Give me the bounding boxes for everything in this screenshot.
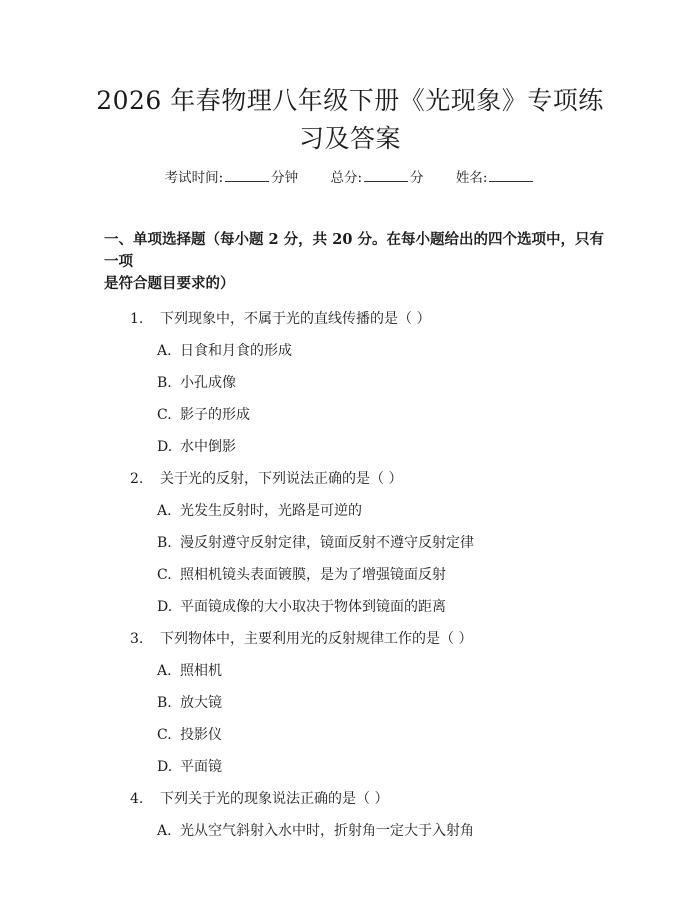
question-item: [130, 629, 600, 649]
student-name-field: [456, 168, 536, 188]
answer-option: [157, 725, 597, 745]
option-text: 平面镜: [180, 759, 222, 775]
option-letter: B.: [157, 695, 172, 711]
section-heading-line-2: 是符合题目要求的）: [104, 275, 235, 292]
answer-option: [157, 757, 597, 777]
question-item: [130, 469, 600, 489]
option-letter: B.: [157, 375, 172, 391]
question-text: 下列关于光的现象说法正确的是（ ）: [160, 791, 389, 807]
exam-time-blank: [225, 169, 269, 182]
option-letter: B.: [157, 535, 172, 551]
option-letter: A.: [157, 503, 172, 519]
answer-option: [157, 821, 597, 841]
answer-option: [157, 693, 597, 713]
option-letter: C.: [157, 567, 172, 583]
total-score-blank: [364, 169, 408, 182]
option-text: 平面镜成像的大小取决于物体到镜面的距离: [180, 599, 446, 615]
option-text: 光发生反射时，光路是可逆的: [180, 503, 362, 519]
section-heading-line-1: 一、单项选择题（每小题 2 分，共 20 分。在每小题给出的四个选项中，只有一项: [104, 231, 604, 270]
option-text: 光从空气斜射入水中时，折射角一定大于入射角: [180, 823, 474, 839]
document-title: [80, 82, 620, 158]
exam-info-row: [0, 168, 700, 188]
option-letter: C.: [157, 407, 172, 423]
title-line-2: 习及答案: [298, 124, 401, 153]
exam-time-label: 考试时间:: [164, 170, 224, 186]
question-text: 下列现象中，不属于光的直线传播的是（ ）: [160, 311, 431, 327]
option-text: 影子的形成: [180, 407, 250, 423]
option-letter: A.: [157, 823, 172, 839]
question-text: 下列物体中，主要利用光的反射规律工作的是（ ）: [160, 631, 473, 647]
option-letter: D.: [157, 439, 173, 455]
answer-option: [157, 661, 597, 681]
option-letter: D.: [157, 599, 173, 615]
answer-option: [157, 565, 597, 585]
question-item: [130, 309, 600, 329]
option-text: 水中倒影: [180, 439, 236, 455]
option-text: 小孔成像: [180, 375, 236, 391]
option-text: 照相机: [180, 663, 222, 679]
answer-option: [157, 533, 597, 553]
student-name-blank: [489, 169, 533, 182]
title-line-1: 2026 年春物理八年级下册《光现象》专项练: [96, 86, 604, 115]
option-letter: A.: [157, 663, 172, 679]
total-score-unit: 分: [410, 170, 424, 186]
answer-option: [157, 405, 597, 425]
option-text: 照相机镜头表面镀膜，是为了增强镜面反射: [180, 567, 446, 583]
option-text: 日食和月食的形成: [180, 343, 292, 359]
student-name-label: 姓名:: [455, 170, 488, 186]
option-letter: D.: [157, 759, 173, 775]
question-item: [130, 789, 600, 809]
total-score-field: [330, 168, 423, 188]
answer-option: [157, 597, 597, 617]
option-text: 漫反射遵守反射定律，镜面反射不遵守反射定律: [180, 535, 474, 551]
total-score-label: 总分:: [330, 170, 363, 186]
section-heading-single-choice: [104, 229, 604, 295]
question-number: 3.: [130, 631, 144, 647]
question-number: 1.: [130, 311, 144, 327]
option-letter: A.: [157, 343, 172, 359]
exam-time-unit: 分钟: [271, 170, 299, 186]
option-text: 投影仪: [180, 727, 222, 743]
question-number: 4.: [130, 791, 144, 807]
exam-time-field: [165, 168, 299, 188]
option-letter: C.: [157, 727, 172, 743]
answer-option: [157, 437, 597, 457]
question-number: 2.: [130, 471, 144, 487]
answer-option: [157, 501, 597, 521]
question-text: 关于光的反射，下列说法正确的是（ ）: [160, 471, 403, 487]
option-text: 放大镜: [180, 695, 222, 711]
answer-option: [157, 373, 597, 393]
answer-option: [157, 341, 597, 361]
